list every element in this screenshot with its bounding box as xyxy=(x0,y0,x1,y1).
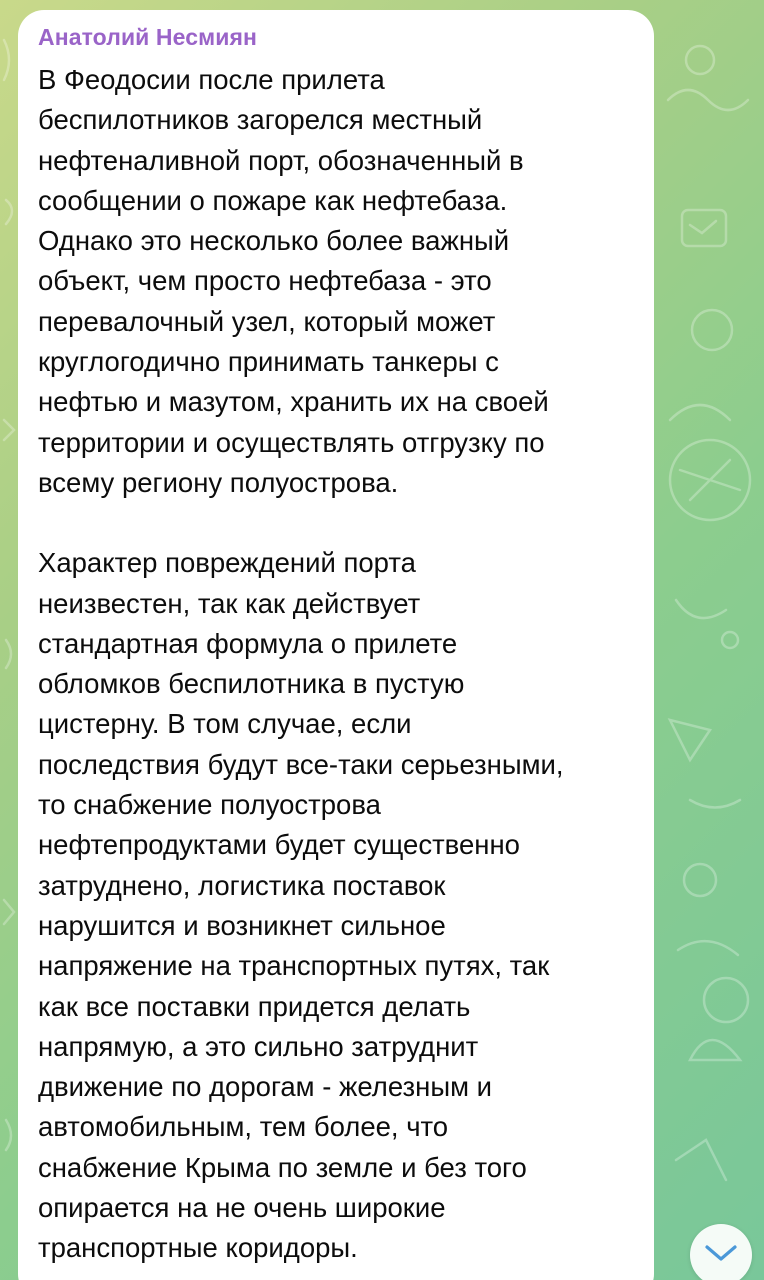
scroll-to-bottom-button[interactable] xyxy=(690,1224,752,1280)
sender-name[interactable]: Анатолий Несмиян xyxy=(38,24,257,50)
chevron-down-icon xyxy=(704,1243,738,1268)
message-paragraph-1: В Феодосии после прилета беспилотников загорелся местный нефтеналивной порт, обозначенный в сообщении о пожаре как нефтебаза. Однако это несколько более важный объект, чем просто нефтебаза - это перевалочный узел, который может круглогодично принимать танкеры с нефтью и мазутом, хранить их на своей территории и осуществлять отгрузку по всему региону полуострова. xyxy=(38,64,549,498)
paragraph-spacer xyxy=(38,503,636,543)
message-paragraph-2: Характер повреждений порта неизвестен, так как действует стандартная формула о прилете обломков беспилотника в пустую цистерну. В том случае, если последствия будут все-таки серьезными, то снабжение полуострова нефтепродуктами будет существенно затруднено, логистика поставок нарушится и возникнет сильное напряжение на транспортных путях, так как все поставки придется делать напрямую, а это сильно затруднит движение по дорогам - железным и автомобильным, тем более, что снабжение Крыма по земле и без того опирается на не очень широкие транспортные коридоры. xyxy=(38,547,564,1264)
message-bubble xyxy=(18,10,654,1280)
